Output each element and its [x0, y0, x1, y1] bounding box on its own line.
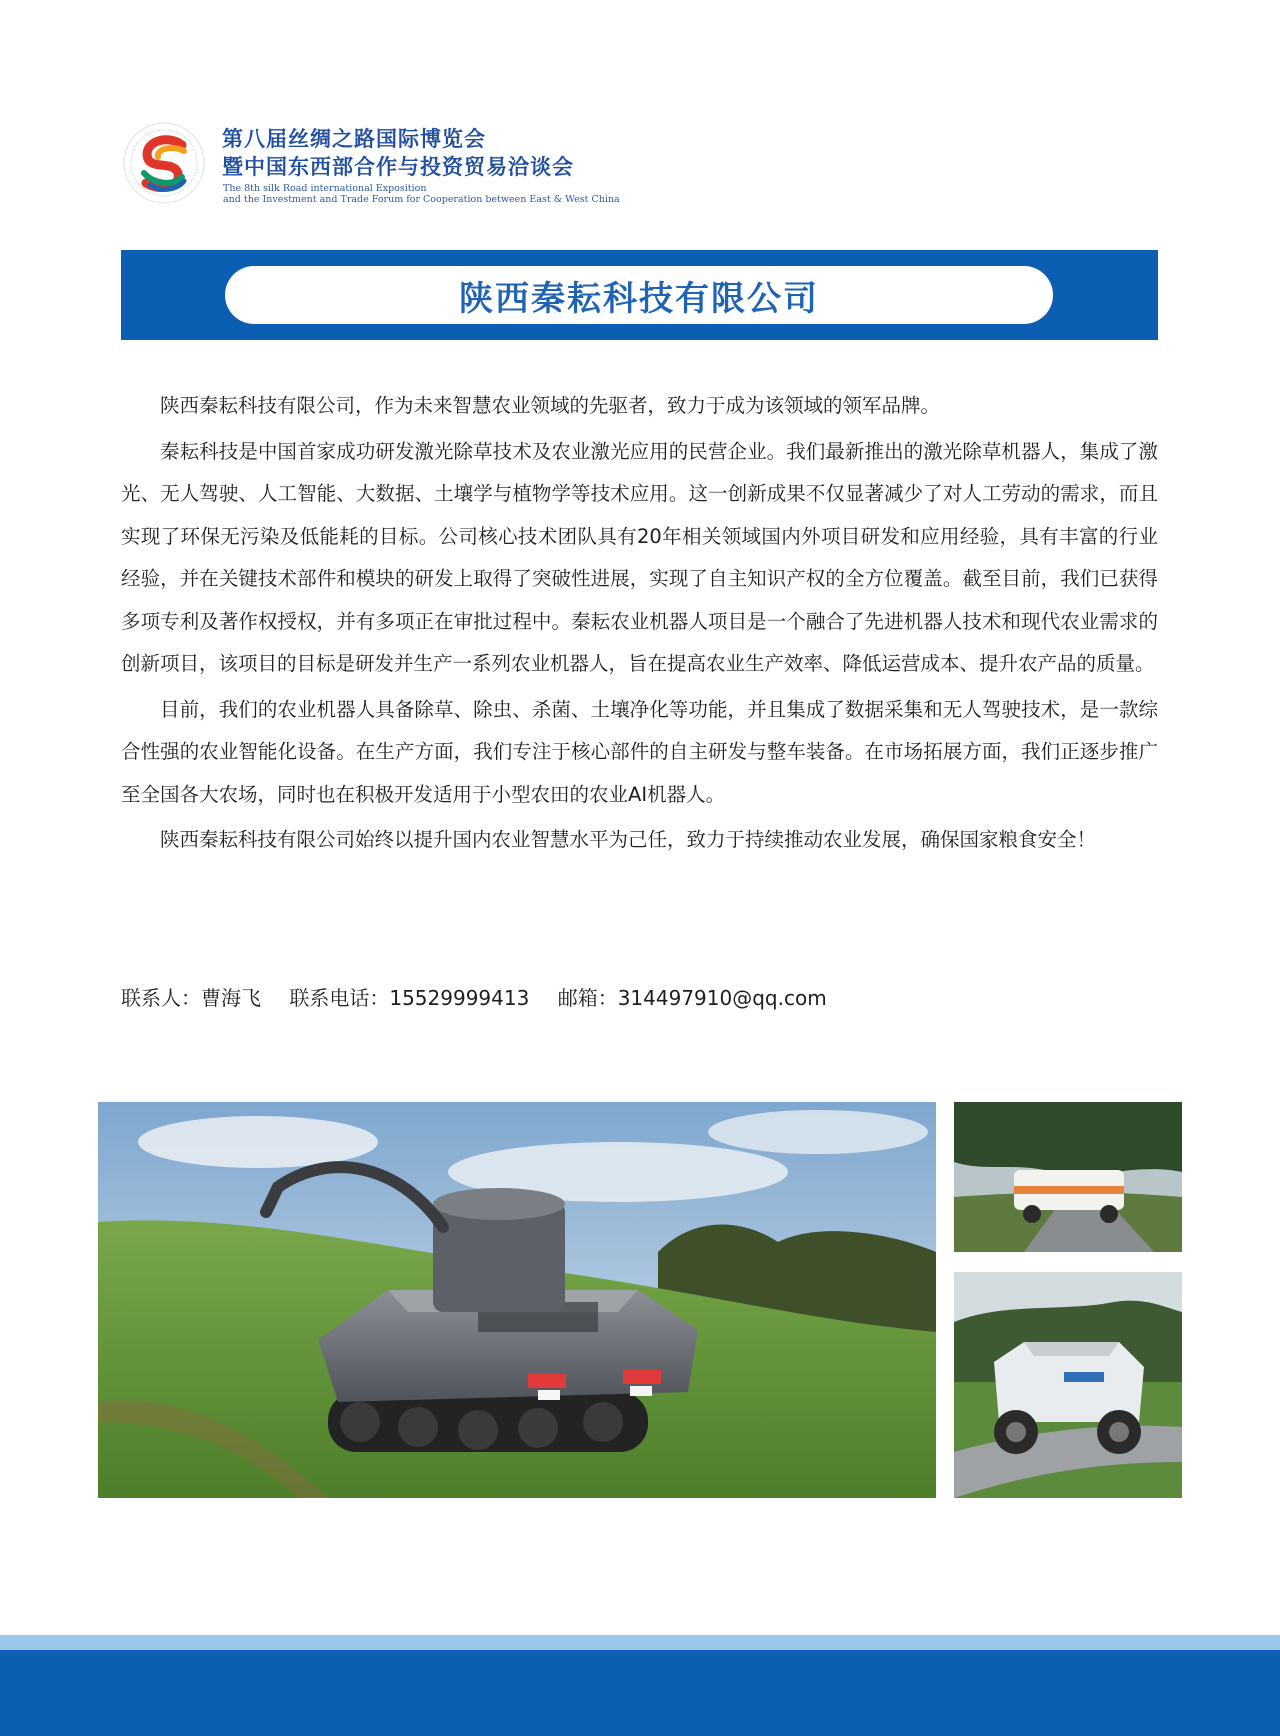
- side-robot-photo-2: [954, 1272, 1182, 1498]
- path-robot-image: [954, 1272, 1182, 1498]
- expo-name-cn-line2: 暨中国东西部合作与投资贸易洽谈会: [222, 155, 574, 179]
- expo-name-en-line2: and the Investment and Trade Forum for Cooperation between East & West China: [223, 194, 620, 205]
- expo-header: [122, 115, 642, 215]
- expo-name-en-line1: The 8th silk Road international Exposition: [223, 183, 427, 194]
- paragraph-products: 目前，我们的农业机器人具备除草、除虫、杀菌、土壤净化等功能，并且集成了数据采集和无人驾驶技术，是一款综合性强的农业智能化设备。在生产方面，我们专注于核心部件的自主研发与整车装备。在市场拓展方面，我们正逐步推广至全国各大农场，同时也在积极开发适用于小型农田的农业AI机器人。: [121, 697, 1158, 806]
- paragraph-technology: 秦耘科技是中国首家成功研发激光除草技术及农业激光应用的民营企业。我们最新推出的激光除草机器人，集成了激光、无人驾驶、人工智能、大数据、土壤学与植物学等技术应用。这一创新成果不仅显著减少了对人工劳动的需求，而且实现了环保无污染及低能耗的目标。公司核心技术团队具有20年相关领域国内外项目研发和应用经验，具有丰富的行业经验，并在关键技术部件和模块的研发上取得了突破性进展，实现了自主知识产权的全方位覆盖。截至目前，我们已获得多项专利及著作权授权，并有多项正在审批过程中。秦耘农业机器人项目是一个融合了先进机器人技术和现代农业需求的创新项目，该项目的目标是研发并生产一系列农业机器人，旨在提高农业生产效率、降低运营成本、提升农产品的质量。: [121, 439, 1158, 675]
- company-title-pill: [225, 266, 1053, 324]
- paragraph-mission: 陕西秦耘科技有限公司始终以提升国内农业智慧水平为己任，致力于持续推动农业发展，确保国家粮食安全！: [160, 828, 1097, 851]
- company-title: 陕西秦耘科技有限公司: [459, 278, 819, 319]
- contact-person: 联系人：曹海飞: [121, 986, 261, 1010]
- paragraph-intro: 陕西秦耘科技有限公司，作为未来智慧农业领域的先驱者，致力于成为该领域的领军品牌。: [160, 394, 941, 417]
- contact-phone: 联系电话：15529999413: [289, 986, 530, 1010]
- side-robot-photo-1: [954, 1102, 1182, 1252]
- contact-email: 邮箱：314497910@qq.com: [557, 986, 827, 1010]
- contact-info: [121, 982, 849, 1011]
- tracked-robot-image: [98, 1102, 936, 1498]
- main-robot-photo: [98, 1102, 936, 1498]
- road-robot-image: [954, 1102, 1182, 1252]
- company-description: [121, 385, 1158, 862]
- footer-stripe-light: [0, 1635, 1280, 1650]
- expo-logo-icon: [122, 121, 206, 205]
- footer-bar: [0, 1650, 1280, 1736]
- expo-name-cn-line1: 第八届丝绸之路国际博览会: [222, 127, 486, 151]
- company-banner: [121, 250, 1158, 340]
